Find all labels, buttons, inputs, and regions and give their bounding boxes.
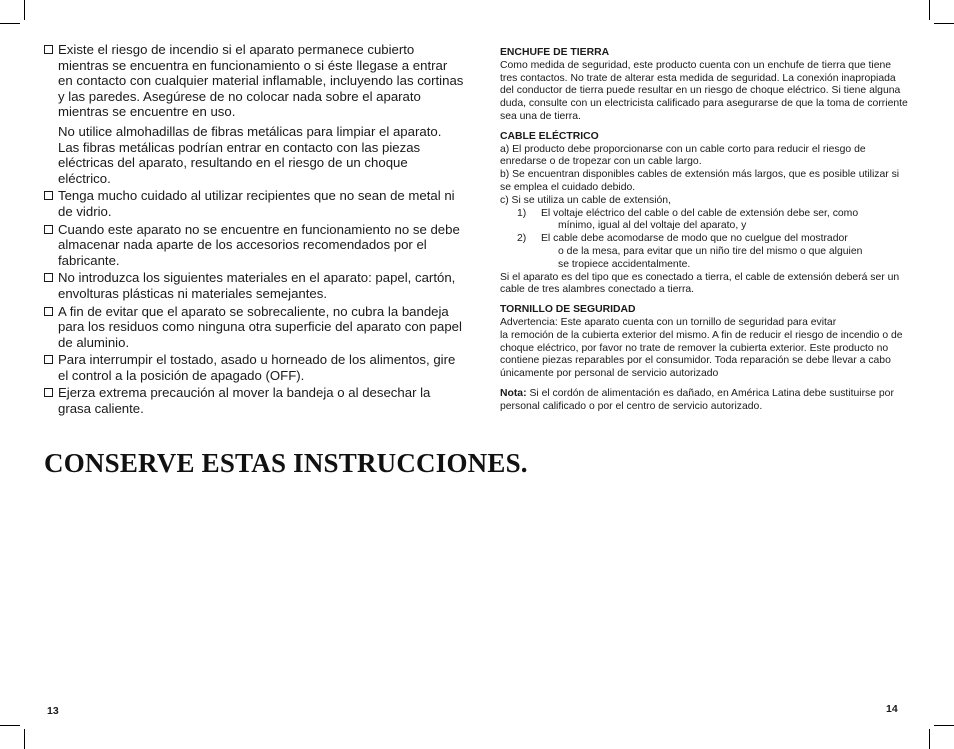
checkbox-bullet-icon (44, 191, 53, 200)
section-body: la remoción de la cubierta exterior del mismo. A fin de reducir el riesgo de incendio o de choque eléctrico, por favor no trate de remover la cubierta exterior. Este producto no contiene piezas reparables por el consumidor. Toda reparación se debe llevar a cabo únicamente por personal de servicio autorizado (500, 329, 903, 380)
crop-mark (929, 0, 930, 20)
sub-list-text: El cable debe acomodarse de modo que no cuelgue del mostrador (541, 233, 848, 245)
checkbox-bullet-icon (44, 45, 53, 54)
page-heading: CONSERVE ESTAS INSTRUCCIONES. (44, 448, 528, 478)
checkbox-bullet-icon (44, 307, 53, 316)
sub-list-number: 1) (517, 207, 527, 219)
crop-mark (24, 0, 25, 20)
sub-list-number: 2) (517, 233, 527, 245)
bullet-text: Cuando este aparato no se encuentre en funcionamiento no se debe almacenar nada aparte de los accesorios recomendados por el fabricante. (58, 221, 460, 268)
bullet-item (44, 42, 464, 186)
section-grounded-plug (500, 47, 910, 124)
page-number-right: 14 (886, 703, 898, 715)
crop-mark (929, 729, 930, 749)
checkbox-bullet-icon (44, 388, 53, 397)
checkbox-bullet-icon (44, 355, 53, 364)
sub-list-item (500, 208, 910, 234)
crop-mark (934, 725, 954, 726)
section-title: ENCHUFE DE TIERRA (500, 47, 610, 58)
bullet-text: Ejerza extrema precaución al mover la bandeja o al desechar la grasa caliente. (58, 385, 431, 417)
checkbox-bullet-icon (44, 273, 53, 282)
checkbox-bullet-icon (44, 225, 53, 234)
note-label: Nota: (500, 387, 527, 399)
bullet-item (44, 222, 464, 269)
crop-mark (24, 729, 25, 749)
note-text (500, 388, 910, 414)
bullet-text: A fin de evitar que el aparato se sobrecaliente, no cubra la bandeja para los residuos como ninguna otra superficie del aparato con papel de aluminio. (58, 303, 462, 350)
section-body: Advertencia: Este aparato cuenta con un tornillo de seguridad para evitar (500, 316, 837, 328)
bullet-text: Tenga mucho cuidado al utilizar recipientes que no sean de metal ni de vidrio. (58, 188, 455, 219)
right-page-content (500, 47, 910, 421)
bullet-item (44, 304, 464, 351)
crop-mark (0, 23, 20, 24)
section-body: Si el aparato es del tipo que es conectado a tierra, el cable de extensión deberá ser un cable de tres alambres conectado a tierra. (500, 271, 900, 296)
left-page-safety-list (44, 42, 464, 419)
bullet-continuation-text: No utilice almohadillas de fibras metálicas para limpiar el aparato. Las fibras metálicas podrían entrar en contacto con las piezas eléctricas del aparato, resultando en el riesgo de un choque eléctrico. (58, 123, 442, 186)
sub-list-text: El voltaje eléctrico del cable o del cable de extensión debe ser, como (541, 207, 859, 219)
list-item: b) Se encuentran disponibles cables de extensión más largos, que es posible utilizar si se emplea el cuidado debido. (500, 169, 900, 193)
bullet-text: No introduzca los siguientes materiales en el aparato: papel, cartón, envolturas plásticas ni materiales semejantes. (58, 270, 456, 301)
section-body: Como medida de seguridad, este producto cuenta con un enchufe de tierra que tiene tres contactos. No trate de alterar esta medida de seguridad. La conexión inapropiada del conductor de tierra puede resultar en un riesgo de choque eléctrico. Si tiene alguna duda, consulte con un electricista calificado para asegurarse de que la toma de corriente sea una de tierra. (500, 59, 908, 122)
section-safety-screw (500, 304, 910, 381)
section-title: CABLE ELÉCTRICO (500, 130, 599, 142)
crop-mark (0, 725, 20, 726)
sub-list-item (500, 233, 910, 271)
list-item: c) Si se utiliza un cable de extensión, (500, 194, 671, 206)
bullet-item (44, 352, 464, 383)
section-note (500, 388, 910, 414)
bullet-text: Para interrumpir el tostado, asado u horneado de los alimentos, gire el control a la posición de apagado (OFF). (58, 352, 456, 383)
section-title: TORNILLO DE SEGURIDAD (500, 304, 636, 316)
crop-mark (934, 23, 954, 24)
section-power-cord (500, 131, 910, 297)
page-number-left: 13 (47, 705, 59, 717)
sub-list-text: mínimo, igual al del voltaje del aparato, y (558, 220, 747, 232)
bullet-item (44, 188, 464, 219)
list-item: a) El producto debe proporcionarse con un cable corto para reducir el riesgo de enredarse o de tropezar con un cable largo. (500, 143, 866, 168)
sub-list-text: se tropiece accidentalmente. (558, 258, 691, 270)
bullet-item (44, 385, 464, 416)
sub-list-text: o de la mesa, para evitar que un niño tire del mismo o que alguien (558, 245, 863, 257)
note-body: Si el cordón de alimentación es dañado, en América Latina debe sustituirse por personal calificado o por el centro de servicio autorizado. (500, 387, 894, 412)
bullet-text: Existe el riesgo de incendio si el aparato permanece cubierto mientras se encuentra en funcionamiento o si éste llegase a entrar en contacto con cualquier material inflamable, incluyendo las cortinas y las paredes. Asegúrese de no colocar nada sobre el aparato mientras se encuentre en uso. (58, 42, 464, 120)
bullet-item (44, 270, 464, 301)
